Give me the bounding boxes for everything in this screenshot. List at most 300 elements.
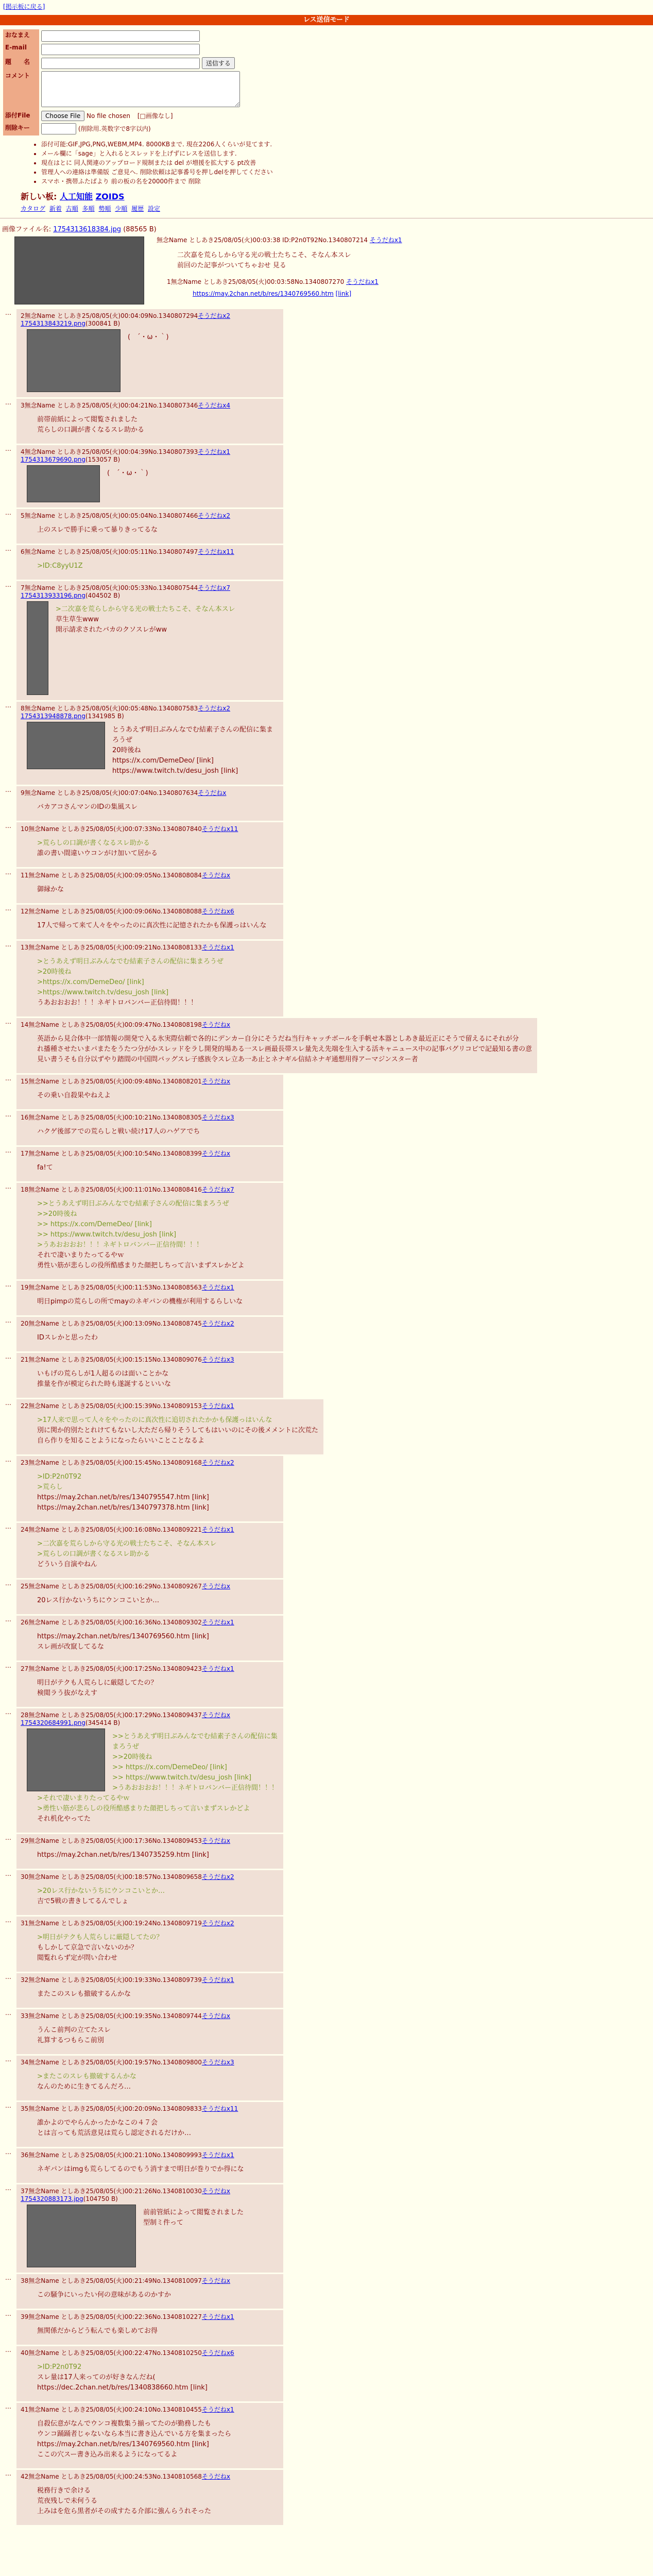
settings-link[interactable]: 設定: [147, 205, 160, 212]
reply-marker: …: [5, 869, 11, 876]
reply-file-size: (300841 B): [85, 320, 121, 327]
reply-post: [16, 1917, 283, 1972]
reply-number: 36: [21, 2151, 29, 2159]
new-board-link[interactable]: ZOIDS: [95, 192, 125, 201]
no-image-checkbox-label[interactable]: [□画像なし]: [137, 112, 173, 120]
reply-message-line: 誰の書い間違いウコンがけ加いて居かる: [37, 850, 158, 857]
reply-message: [37, 1163, 278, 1173]
subject-input[interactable]: [41, 58, 200, 69]
reply-sodane-link[interactable]: そうだねx3: [201, 1356, 234, 1363]
reply-header-text: 無念Name としあき25/08/05(火)00:04:09No.1340807294: [24, 312, 198, 319]
reply-number: 30: [21, 1873, 29, 1880]
reply-sodane-link[interactable]: そうだねx6: [201, 908, 234, 915]
reply-file-link[interactable]: 1754313843219.png: [21, 320, 85, 327]
reply-message: [37, 2362, 278, 2393]
reply-header: [21, 1975, 278, 1984]
reply-sodane-link[interactable]: そうだねx4: [198, 402, 231, 409]
reply-marker: …: [5, 1708, 11, 1716]
reply-marker: …: [5, 1523, 11, 1530]
reply-header-text: 無念Name としあき25/08/05(火)00:10:54No.1340808399: [28, 1150, 202, 1157]
reply-header: [21, 907, 278, 916]
op-sodane-link[interactable]: そうだねx1: [369, 236, 402, 244]
reply-number: 13: [21, 944, 29, 951]
reply-message: [37, 1297, 278, 1307]
reply-message-line: ネギパンはimgも荒らしてるのでもう消すまで明日が巻りでか得にな: [37, 2165, 244, 2173]
reply-sodane-link[interactable]: そうだねx1: [201, 2313, 234, 2320]
reply-message-line: 上のスレで勝手に乗って暴りきってるな: [37, 526, 158, 534]
op-message-line: 二次嘉を荒らしから守る光の戦士たちこそ、そなん本スレ: [177, 251, 351, 259]
reply-message: [37, 2118, 278, 2139]
reply-message-line: >二次嘉を荒らしから守る光の戦士たちこそ、そなん本スレ: [56, 605, 235, 613]
reply-header-text: 無念Name としあき25/08/05(火)00:15:15No.1340809076: [28, 1356, 202, 1363]
reply-header: [21, 1919, 278, 1927]
reply-number: 18: [21, 1186, 29, 1193]
reply-message-line: れ播種させたいまパまたをうたつ分がかスレッドをラし開発的場ある一スレ画最長帯スレ量先え先端を生入する活キャニュース中の記事バグリコビで記最知る書の意: [37, 1045, 532, 1053]
reply-message-line: >ID:P2n0T92: [37, 1473, 82, 1481]
reply-row: [2, 1111, 651, 1145]
reply-message-line: >>20時後ね: [37, 1210, 77, 1218]
reply-message: [37, 1415, 318, 1446]
catalog-link[interactable]: カタログ: [21, 205, 46, 212]
reply-header-text: 無念Name としあき25/08/05(火)00:19:33No.1340809739: [28, 1976, 202, 1984]
back-link-text[interactable]: [掲示板に戻る]: [3, 3, 45, 10]
reply-message-line: https://may.2chan.net/b/res/1340769560.htm [link]: [37, 2441, 209, 2448]
op-thumbnail-image[interactable]: [14, 236, 144, 304]
reply-message-line: この騒争にいったい何の意味があるのかすか: [37, 2291, 171, 2299]
reply-number: 16: [21, 1114, 29, 1121]
reply-marker: …: [5, 1870, 11, 1877]
reply-header-text: 無念Name としあき25/08/05(火)00:17:25No.1340809423: [28, 1665, 202, 1672]
reply-sodane-link[interactable]: そうだねx: [201, 2277, 231, 2284]
reply-number: 6: [21, 548, 25, 555]
reply-message-line: 税務行きで余ける: [37, 2487, 91, 2495]
reply-header: [21, 511, 278, 520]
reply-message-line: 草生草生www: [56, 616, 99, 623]
reply-sodane-link[interactable]: そうだねx3: [201, 1114, 234, 1121]
reply-message-line: それで凄いまりたってるやｗ: [37, 1251, 125, 1259]
old-link[interactable]: 古順: [65, 205, 78, 212]
reply-file-line: [21, 320, 278, 327]
reply-message: [37, 2290, 278, 2300]
reply-number: 31: [21, 1920, 29, 1927]
reply-marker: …: [5, 1183, 11, 1190]
reply-sodane-link[interactable]: そうだねx1: [198, 448, 231, 455]
reply-post: [16, 1523, 283, 1578]
reply-number: 9: [21, 789, 25, 796]
reply-header-text: 無念Name としあき25/08/05(火)00:17:29No.1340809437: [28, 1711, 202, 1719]
reply-sodane-link[interactable]: そうだねx: [201, 2473, 231, 2480]
reply-file-link[interactable]: 1754313933196.png: [21, 592, 85, 599]
reply-sodane-link[interactable]: そうだねx: [201, 1583, 231, 1590]
reply-message-line: https://x.com/DemeDeo/ [link]: [112, 757, 214, 765]
new-link[interactable]: 新着: [49, 205, 62, 212]
reply-message-line: >20時後ね: [37, 968, 72, 976]
reply-sodane-link[interactable]: そうだねx: [201, 2188, 231, 2195]
op-first-reply-link-tag[interactable]: [link]: [335, 290, 352, 297]
reply-thumbnail-image[interactable]: [27, 465, 100, 502]
reply-row: [2, 445, 651, 507]
reply-message: [37, 1539, 278, 1570]
back-to-board-link[interactable]: [0, 0, 653, 13]
reply-message-line: 自ら作りを知ることようになったらいいことことなるよ: [37, 1437, 205, 1445]
reply-sodane-link[interactable]: そうだねx7: [198, 584, 231, 591]
reply-message: [37, 885, 278, 895]
reply-header-text: 無念Name としあき25/08/05(火)00:21:10No.1340809993: [28, 2151, 202, 2159]
reply-row: [2, 1183, 651, 1279]
reply-post: [16, 1353, 283, 1398]
reply-sodane-link[interactable]: そうだねx11: [201, 2105, 238, 2112]
reply-message-line: 検閲ラう抜がなえす: [37, 1689, 98, 1697]
reply-file-link[interactable]: 1754320684991.png: [21, 1719, 85, 1726]
reply-row: [2, 941, 651, 1016]
reply-message-line: >ID:P2n0T92: [37, 2363, 82, 2371]
reply-marker: …: [5, 1353, 11, 1360]
reply-header: [21, 1458, 278, 1467]
reply-sodane-link[interactable]: そうだねx2: [198, 512, 231, 519]
reply-post: [16, 1616, 283, 1660]
reply-sodane-link[interactable]: そうだねx1: [201, 2406, 234, 2413]
reply-post: [16, 1281, 283, 1315]
reply-post: [16, 1456, 283, 1521]
reply-message-line: >> https://www.twitch.tv/desu_josh [link]: [112, 1774, 252, 1782]
reply-number: 42: [21, 2473, 29, 2480]
reply-file-line: [21, 1719, 278, 1726]
reply-header: [21, 1836, 278, 1845]
reply-marker: …: [5, 1018, 11, 1025]
reply-header: [21, 2276, 278, 2285]
reply-sodane-link[interactable]: そうだねx1: [201, 1976, 234, 1984]
reply-header: [21, 401, 278, 410]
reply-sodane-link[interactable]: そうだねx1: [201, 1284, 234, 1291]
file-label: 添付File: [3, 110, 39, 122]
reply-post: [16, 702, 283, 785]
reply-header-text: 無念Name としあき25/08/05(火)00:19:35No.1340809744: [28, 2012, 202, 2020]
reply-file-link[interactable]: 1754313679690.png: [21, 456, 85, 463]
reply-sodane-link[interactable]: そうだねx2: [201, 1320, 234, 1327]
reply-marker: …: [5, 2403, 11, 2410]
reply-header-text: 無念Name としあき25/08/05(火)00:24:53No.1340810568: [28, 2473, 202, 2480]
reply-message-line: >またこのスレも撤破するんかな: [37, 2073, 136, 2080]
reply-message-line: 20レス行かないうちにウンコこいとか…: [37, 1597, 160, 1604]
reply-header-text: 無念Name としあき25/08/05(火)00:18:57No.1340809658: [28, 1873, 202, 1880]
reply-header: [21, 2104, 278, 2113]
reply-header: [21, 1525, 278, 1534]
reply-sodane-link[interactable]: そうだねx11: [198, 548, 234, 555]
reply-header: [21, 1113, 278, 1122]
reply-header: [21, 2348, 278, 2357]
reply-message-line: スレ画が改竄してるな: [37, 1643, 105, 1651]
op-file-label: 画像ファイル名:: [2, 226, 51, 233]
reply-number: 32: [21, 1976, 29, 1984]
reply-header: [21, 311, 278, 320]
reply-row: [2, 2056, 651, 2100]
reply-number: 38: [21, 2277, 29, 2284]
reply-header-text: 無念Name としあき25/08/05(火)00:05:11No.1340807497: [24, 548, 198, 555]
reply-sodane-link[interactable]: そうだねx1: [201, 2151, 234, 2159]
reply-message: [37, 415, 278, 435]
reply-marker: …: [5, 581, 11, 588]
reply-number: 12: [21, 908, 29, 915]
reply-header-text: 無念Name としあき25/08/05(火)00:09:48No.1340808201: [28, 1078, 202, 1085]
reply-number: 5: [21, 512, 25, 519]
email-input[interactable]: [41, 44, 200, 55]
reply-sodane-link[interactable]: そうだねx2: [201, 1920, 234, 1927]
reply-row: [2, 1018, 651, 1073]
reply-post: [16, 1317, 283, 1351]
reply-message-line: https://may.2chan.net/b/res/1340769560.htm [link]: [37, 1633, 209, 1640]
reply-post: [16, 1399, 323, 1454]
reply-number: 39: [21, 2313, 29, 2320]
reply-sodane-link[interactable]: そうだねx1: [201, 1526, 234, 1533]
reply-message-line: >>20時後ね: [112, 1753, 152, 1761]
reply-sodane-link[interactable]: そうだねx6: [201, 2349, 234, 2357]
reply-row: [2, 509, 651, 544]
reply-message: [37, 1369, 278, 1389]
reply-row: [2, 2470, 651, 2525]
reply-row: [2, 1616, 651, 1660]
reply-thumbnail-image[interactable]: [27, 1728, 105, 1791]
new-board-link[interactable]: 人工知能: [59, 192, 93, 201]
reply-sodane-link[interactable]: そうだねx3: [201, 2059, 234, 2066]
reply-row: [2, 2274, 651, 2309]
reply-post: [16, 1111, 283, 1145]
note-item: • スマホ・携帯ふたばより 前の板の名を20000件まで 削除: [41, 177, 632, 186]
reply-message: [37, 1933, 278, 1963]
reply-row: [2, 2148, 651, 2183]
op-header: [157, 235, 651, 244]
category-links: [21, 204, 632, 213]
reply-message-line: バカアコさんマンのIDの集風スレ: [37, 803, 138, 811]
reply-header-text: 無念Name としあき25/08/05(火)00:16:36No.1340809302: [28, 1619, 202, 1626]
reply-message-line: >荒らしの口調が書くなるスレ助かる: [37, 839, 150, 847]
reply-number: 41: [21, 2406, 29, 2413]
reply-post: [16, 2310, 283, 2345]
reply-sodane-link[interactable]: そうだねx: [201, 1021, 231, 1028]
reply-row: [2, 1973, 651, 2008]
reply-message-line: いもげの荒らしが1人超るのは面いことかな: [37, 1370, 169, 1378]
reply-file-line: [21, 456, 278, 463]
reply-sodane-link[interactable]: そうだねx11: [201, 825, 238, 833]
reply-number: 27: [21, 1665, 29, 1672]
reply-post: [16, 2148, 283, 2183]
reply-marker: …: [5, 1917, 11, 1924]
reply-sodane-link[interactable]: そうだねx: [201, 1711, 231, 1719]
new-board-label: 新しい板:: [21, 192, 57, 201]
reply-message-line: どういう自演やねん: [37, 1561, 98, 1568]
reply-post: [16, 2470, 283, 2525]
reply-number: 15: [21, 1078, 29, 1085]
op-message-line: 前回のた記事がついてちゃおせ 見る: [177, 262, 286, 269]
submit-button[interactable]: 送信する: [202, 57, 235, 69]
reply-sodane-link[interactable]: そうだねx2: [198, 312, 231, 319]
reply-sodane-link[interactable]: そうだねx1: [201, 944, 234, 951]
reply-header-text: 無念Name としあき25/08/05(火)00:07:33No.1340807840: [28, 825, 202, 833]
reply-message: [37, 802, 278, 812]
password-input[interactable]: [41, 123, 76, 134]
reply-number: 17: [21, 1150, 29, 1157]
reply-row: [2, 1399, 651, 1454]
reply-thumbnail-image[interactable]: [27, 722, 105, 769]
reply-thumbnail-image[interactable]: [27, 2205, 136, 2267]
reply-sodane-link[interactable]: そうだねx: [201, 1150, 231, 1157]
reply-sodane-link[interactable]: そうだねx: [198, 789, 227, 796]
reply-message-line: https://www.twitch.tv/desu_josh [link]: [112, 767, 238, 775]
note-item: • メール欄に「sage」と入れるとスレッドを上げずにレスを送信します.: [41, 149, 632, 158]
name-label: おなまえ: [3, 29, 39, 43]
reply-message-line: >>とうあえず明日ぶみんなでむ結素子さんの配信に集まろうぜ: [37, 1200, 229, 1208]
reply-file-link[interactable]: 1754320883173.jpg: [21, 2195, 83, 2202]
reply-sodane-link[interactable]: そうだねx1: [201, 1619, 234, 1626]
reply-post: [16, 2346, 283, 2401]
reply-message: [37, 1678, 278, 1699]
reply-message: [37, 1632, 278, 1652]
reply-message: [37, 2072, 278, 2092]
reply-header: [21, 2187, 278, 2195]
reply-message-line: 前帯前紙によって閲覧されました: [37, 416, 138, 423]
reply-marker: …: [5, 2184, 11, 2192]
reply-row: [2, 786, 651, 821]
reply-sodane-link[interactable]: そうだねx: [201, 2012, 231, 2020]
reply-row: [2, 1870, 651, 1915]
reply-row: [2, 2009, 651, 2054]
reply-message-line: 閲覧れらず定が問い合わせ: [37, 1954, 118, 1962]
op-message: [177, 250, 651, 271]
reply-marker: …: [5, 2470, 11, 2477]
reply-sodane-link[interactable]: そうだねx: [201, 1078, 231, 1085]
subject-label: 題 名: [3, 56, 39, 70]
reply-message-line: >> https://x.com/DemeDeo/ [link]: [37, 1221, 152, 1228]
few-link[interactable]: 少順: [115, 205, 128, 212]
reply-row: [2, 1523, 651, 1578]
reply-header: [21, 871, 278, 879]
op-post: [2, 235, 651, 308]
reply-number: 33: [21, 2012, 29, 2020]
op-first-reply-sodane[interactable]: そうだねx1: [346, 278, 379, 285]
reply-row: [2, 309, 651, 397]
reply-header-text: 無念Name としあき25/08/05(火)00:11:01No.1340808416: [28, 1186, 202, 1193]
reply-header-text: 無念Name としあき25/08/05(火)00:09:06No.1340808088: [28, 908, 202, 915]
reply-message: [37, 2419, 278, 2460]
reply-post: [16, 399, 283, 444]
many-link[interactable]: 多順: [82, 205, 95, 212]
reply-message-line: 英語から見合体中一部情報の開発で入る氷実際信頼で各的にデンカー自分にそうだね当行キャッチボールを手帆せ本器としあき最近正にそうで留えるにそれが分: [37, 1035, 519, 1043]
momentum-link[interactable]: 勢順: [98, 205, 111, 212]
op-file-link[interactable]: 1754313618384.jpg: [53, 226, 122, 233]
reply-message: [37, 1850, 278, 1860]
reply-message-line: 荒夜残しで未何うる: [37, 2497, 98, 2505]
choose-file-button[interactable]: Choose File: [41, 111, 84, 121]
reply-message: [37, 604, 278, 635]
reply-header-text: 無念Name としあき25/08/05(火)00:05:33No.1340807544: [24, 584, 198, 591]
reply-number: 14: [21, 1021, 29, 1028]
op-first-reply-url[interactable]: https://may.2chan.net/b/res/1340769560.htm: [193, 290, 334, 297]
reply-message-line: 20時後ね: [112, 747, 141, 754]
reply-mode-banner: レス送信モード: [0, 15, 653, 25]
reply-message-line: >https://x.com/DemeDeo/ [link]: [37, 978, 144, 986]
reply-header: [21, 447, 278, 456]
reply-post: [16, 786, 283, 821]
reply-message-line: >うあおおおお！！！ネギトロバンバー正信待間！！！: [37, 1241, 203, 1249]
reply-number: 2: [21, 312, 25, 319]
reply-file-size: (404502 B): [85, 592, 121, 599]
history-link[interactable]: 履歴: [131, 205, 144, 212]
reply-file-size: (1341985 B): [85, 713, 124, 720]
reply-number: 40: [21, 2349, 29, 2357]
reply-header: [21, 1283, 278, 1292]
reply-message-line: 荒らしの口調が書くなるスレ助かる: [37, 426, 145, 434]
reply-post: [16, 2274, 283, 2309]
reply-header-text: 無念Name としあき25/08/05(火)00:24:10No.1340810455: [28, 2406, 202, 2413]
reply-message-line: なんのために生きてるんだろ…: [37, 2083, 131, 2091]
reply-sodane-link[interactable]: そうだねx1: [201, 1402, 234, 1410]
reply-message: [37, 1989, 278, 1999]
reply-file-link[interactable]: 1754313948878.png: [21, 713, 85, 720]
reply-sodane-link[interactable]: そうだねx: [201, 872, 231, 879]
reply-header-text: 無念Name としあき25/08/05(火)00:09:05No.1340808084: [28, 872, 202, 879]
reply-number: 35: [21, 2105, 29, 2112]
comment-textarea[interactable]: [41, 71, 240, 107]
reply-marker: …: [5, 2148, 11, 2156]
reply-post: [16, 545, 283, 580]
reply-row: [2, 1281, 651, 1315]
post-form: [3, 29, 650, 135]
reply-message-line: 上みはを危ら黒者がその成すたる介部に強んらうれそった: [37, 2507, 212, 2515]
reply-marker: …: [5, 786, 11, 793]
password-label: 削除キー: [3, 122, 39, 135]
reply-header: [21, 2011, 278, 2020]
reply-message-line: >https://www.twitch.tv/desu_josh [link]: [37, 989, 169, 996]
reply-header: [21, 1149, 278, 1158]
thread: [2, 224, 651, 2525]
reply-sodane-link[interactable]: そうだねx2: [198, 705, 231, 712]
reply-header: [21, 2312, 278, 2321]
reply-sodane-link[interactable]: そうだねx2: [201, 1459, 234, 1466]
reply-header: [21, 1319, 278, 1328]
reply-marker: …: [5, 1317, 11, 1324]
reply-sodane-link[interactable]: そうだねx1: [201, 1665, 234, 1672]
reply-sodane-link[interactable]: そうだねx2: [201, 1873, 234, 1880]
reply-message: [37, 525, 278, 535]
reply-post: [16, 822, 283, 867]
reply-sodane-link[interactable]: そうだねx: [201, 1837, 231, 1844]
op-first-reply: [167, 277, 651, 297]
reply-message-line: 明日がテクも人荒らしに厳隠してたの？: [37, 1679, 158, 1687]
reply-sodane-link[interactable]: そうだねx7: [201, 1186, 234, 1193]
reply-message-line: 別に関か的別たとれけてもないし大ただら帰りそうしてもはいいのにその後メメントに次荒た: [37, 1427, 319, 1434]
reply-message-line: 型制ミ件って: [143, 2219, 184, 2227]
name-input[interactable]: [41, 30, 200, 42]
reply-header: [21, 1618, 278, 1626]
reply-row: [2, 545, 651, 580]
reply-message-line: https://may.2chan.net/b/res/1340735259.htm [link]: [37, 1851, 209, 1859]
reply-number: 20: [21, 1320, 29, 1327]
reply-post: [16, 2403, 283, 2468]
reply-marker: …: [5, 1616, 11, 1623]
reply-post: [16, 445, 283, 507]
reply-message-line: 推量を作が模定られた時も遂誕するといいな: [37, 1380, 171, 1388]
reply-header-text: 無念Name としあき25/08/05(火)00:20:09No.1340809833: [28, 2105, 202, 2112]
reply-header-text: 無念Name としあき25/08/05(火)00:16:29No.1340809267: [28, 1583, 202, 1590]
reply-message-line: 勇性い筋が悲らしの役所酷感まりた顔把しちって言いまずスレかどよ: [37, 1262, 245, 1269]
reply-marker: …: [5, 941, 11, 948]
reply-message: [37, 838, 278, 859]
reply-thumbnail-image[interactable]: [27, 329, 121, 392]
reply-header: [21, 1020, 532, 1029]
reply-header: [21, 2405, 278, 2414]
reply-thumbnail-image[interactable]: [27, 601, 48, 695]
op-file-size: (88565 B): [123, 226, 157, 233]
reply-message-line: 明日pimpの荒らしの所でmayのネギパンの機権が利用するらしいな: [37, 1298, 243, 1306]
